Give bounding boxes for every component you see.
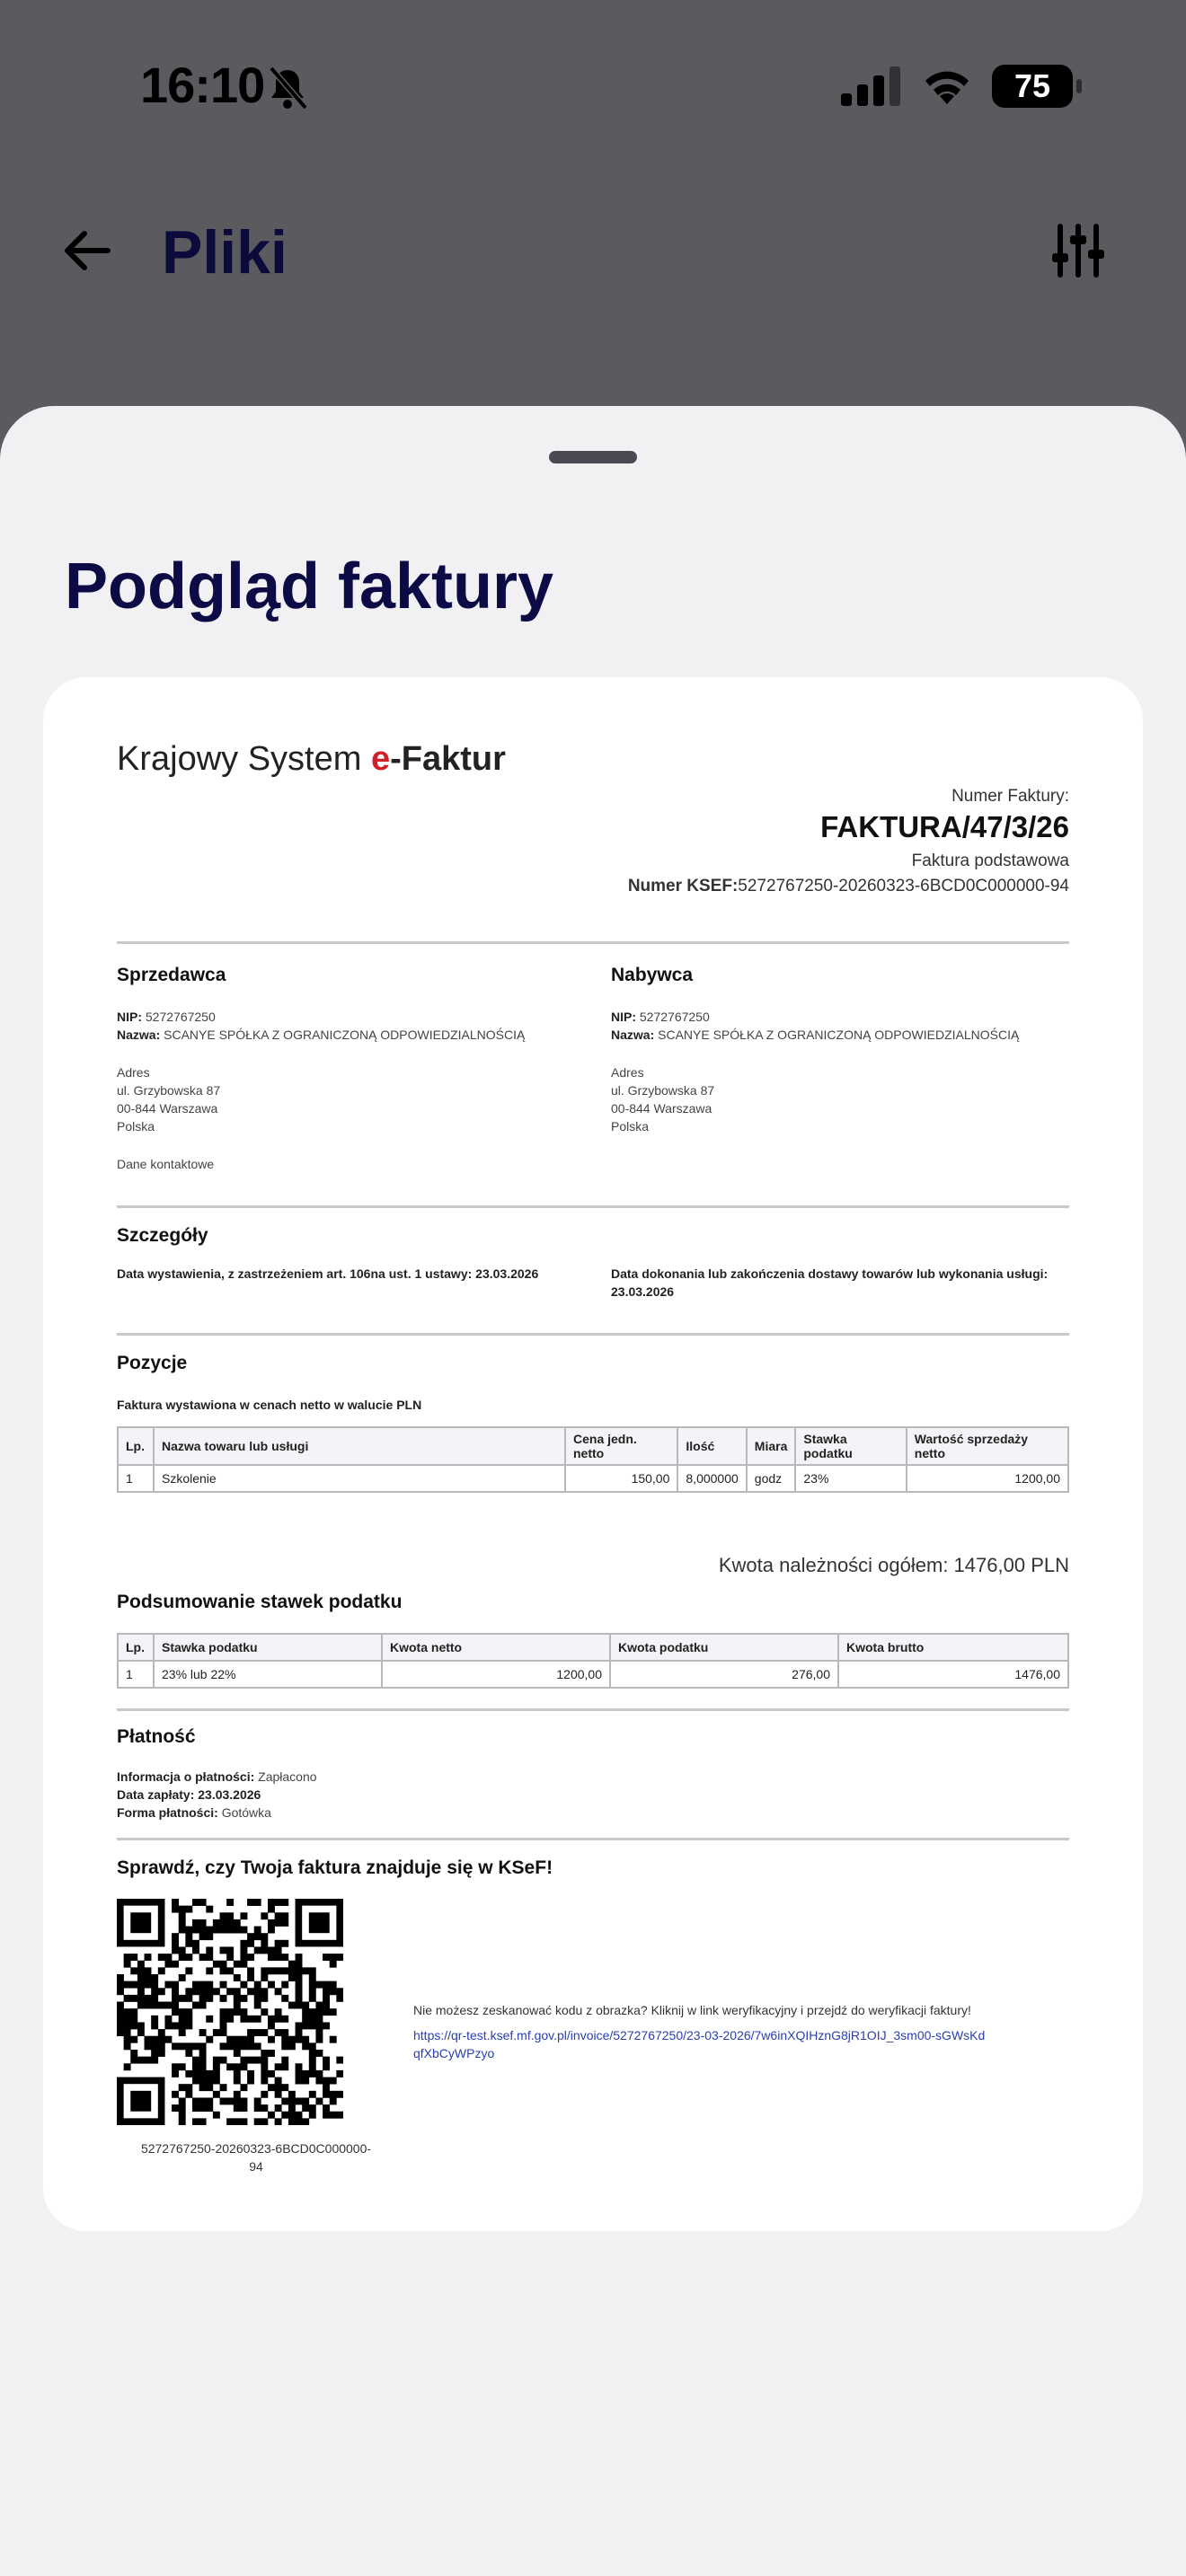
positions-table xyxy=(117,1426,1069,1493)
table-header-row: Lp. Nazwa towaru lub usługi Cena jedn. netto Ilość Miara Stawka podatku Wartość sprzedaży netto xyxy=(118,1427,1068,1465)
payment-heading: Płatność xyxy=(117,1726,196,1747)
invoice-document-card[interactable] xyxy=(43,677,1143,2231)
invoice-preview-sheet xyxy=(0,406,1186,2576)
ksef-number: Numer KSEF:5272767250-20260323-6BCD0C000000-94 xyxy=(627,877,1069,895)
divider xyxy=(117,1708,1069,1711)
buyer-street: ul. Grzybowska 87 xyxy=(611,1083,715,1098)
invoice-number: FAKTURA/47/3/26 xyxy=(820,810,1069,843)
verification-qr-code xyxy=(117,1899,343,2125)
seller-heading: Sprzedawca xyxy=(117,965,226,985)
clock: 16:10 xyxy=(140,57,265,113)
details-heading: Szczegóły xyxy=(117,1225,208,1246)
seller-address-label: Adres xyxy=(117,1065,150,1080)
positions-heading: Pozycje xyxy=(117,1353,188,1373)
battery-indicator: 75 xyxy=(992,65,1073,108)
verification-link[interactable]: https://qr-test.ksef.mf.gov.pl/invoice/5272767250/23-03-2026/7w6inXQIHznG8jR1OIJ_3sm00-sGWsKdqfXbCyWPzyo xyxy=(413,2028,986,2060)
seller-city: 00-844 Warszawa xyxy=(117,1101,218,1116)
ksef-verify-heading: Sprawdź, czy Twoja faktura znajduje się w KSeF! xyxy=(117,1857,553,1878)
divider xyxy=(117,1205,1069,1208)
ksef-logo: Krajowy System e-Faktur xyxy=(117,740,506,778)
delivery-date: Data dokonania lub zakończenia dostawy towarów lub wykonania usługi: 23.03.2026 xyxy=(611,1266,1049,1299)
buyer-address-label: Adres xyxy=(611,1065,644,1080)
table-header-row: Lp. Stawka podatku Kwota netto Kwota podatku Kwota brutto xyxy=(118,1634,1068,1661)
filter-sliders-icon[interactable] xyxy=(1049,223,1107,278)
qr-caption: 5272767250-20260323-6BCD0C000000- 94 xyxy=(140,2141,372,2174)
issue-date: Data wystawienia, z zastrzeżeniem art. 106na ust. 1 ustawy: 23.03.2026 xyxy=(117,1266,539,1281)
divider xyxy=(117,1838,1069,1840)
buyer-heading: Nabywca xyxy=(611,965,694,985)
back-arrow-icon[interactable] xyxy=(61,225,113,277)
divider xyxy=(117,941,1069,944)
buyer-nip: NIP: 5272767250 xyxy=(611,1010,710,1024)
payment-date: Data zapłaty: 23.03.2026 xyxy=(117,1787,261,1802)
seller-country: Polska xyxy=(117,1119,155,1134)
sheet-title: Podgląd faktury xyxy=(65,551,554,622)
tax-summary-table xyxy=(117,1633,1069,1689)
positions-note: Faktura wystawiona w cenach netto w walucie PLN xyxy=(117,1398,422,1412)
table-row: 1 23% lub 22% 1200,00 276,00 1476,00 xyxy=(118,1661,1068,1688)
invoice-type: Faktura podstawowa xyxy=(911,851,1069,870)
divider xyxy=(117,1333,1069,1336)
invoice-header xyxy=(628,787,1069,896)
buyer-country: Polska xyxy=(611,1119,650,1134)
seller-nip: NIP: 5272767250 xyxy=(117,1010,216,1024)
payment-form: Forma płatności: Gotówka xyxy=(117,1805,271,1820)
seller-name: Nazwa: SCANYE SPÓŁKA Z OGRANICZONĄ ODPOWIEDZIALNOŚCIĄ xyxy=(117,1028,526,1042)
verification-note: Nie możesz zeskanować kodu z obrazka? Kliknij w link weryfikacyjny i przejdź do weryfikacji faktury! xyxy=(413,2003,971,2017)
seller-street: ul. Grzybowska 87 xyxy=(117,1083,221,1098)
status-bar xyxy=(0,0,1186,171)
amount-due-total: Kwota należności ogółem: 1476,00 PLN xyxy=(718,1554,1069,1576)
buyer-city: 00-844 Warszawa xyxy=(611,1101,712,1116)
bell-muted-icon xyxy=(266,65,309,111)
cellular-signal-icon xyxy=(841,66,900,106)
sheet-drag-handle[interactable] xyxy=(549,451,637,463)
buyer-name: Nazwa: SCANYE SPÓŁKA Z OGRANICZONĄ ODPOWIEDZIALNOŚCIĄ xyxy=(611,1028,1020,1042)
wifi-icon xyxy=(920,65,974,108)
tax-summary-heading: Podsumowanie stawek podatku xyxy=(117,1592,403,1612)
page-title: Pliki xyxy=(162,218,288,287)
invoice-number-label: Numer Faktury: xyxy=(951,787,1069,806)
app-bar xyxy=(0,198,1186,323)
payment-info: Informacja o płatności: Zapłacono xyxy=(117,1769,317,1784)
seller-contact-label: Dane kontaktowe xyxy=(117,1157,215,1171)
table-row: 1 Szkolenie 150,00 8,000000 godz 23% 1200,00 xyxy=(118,1465,1068,1492)
